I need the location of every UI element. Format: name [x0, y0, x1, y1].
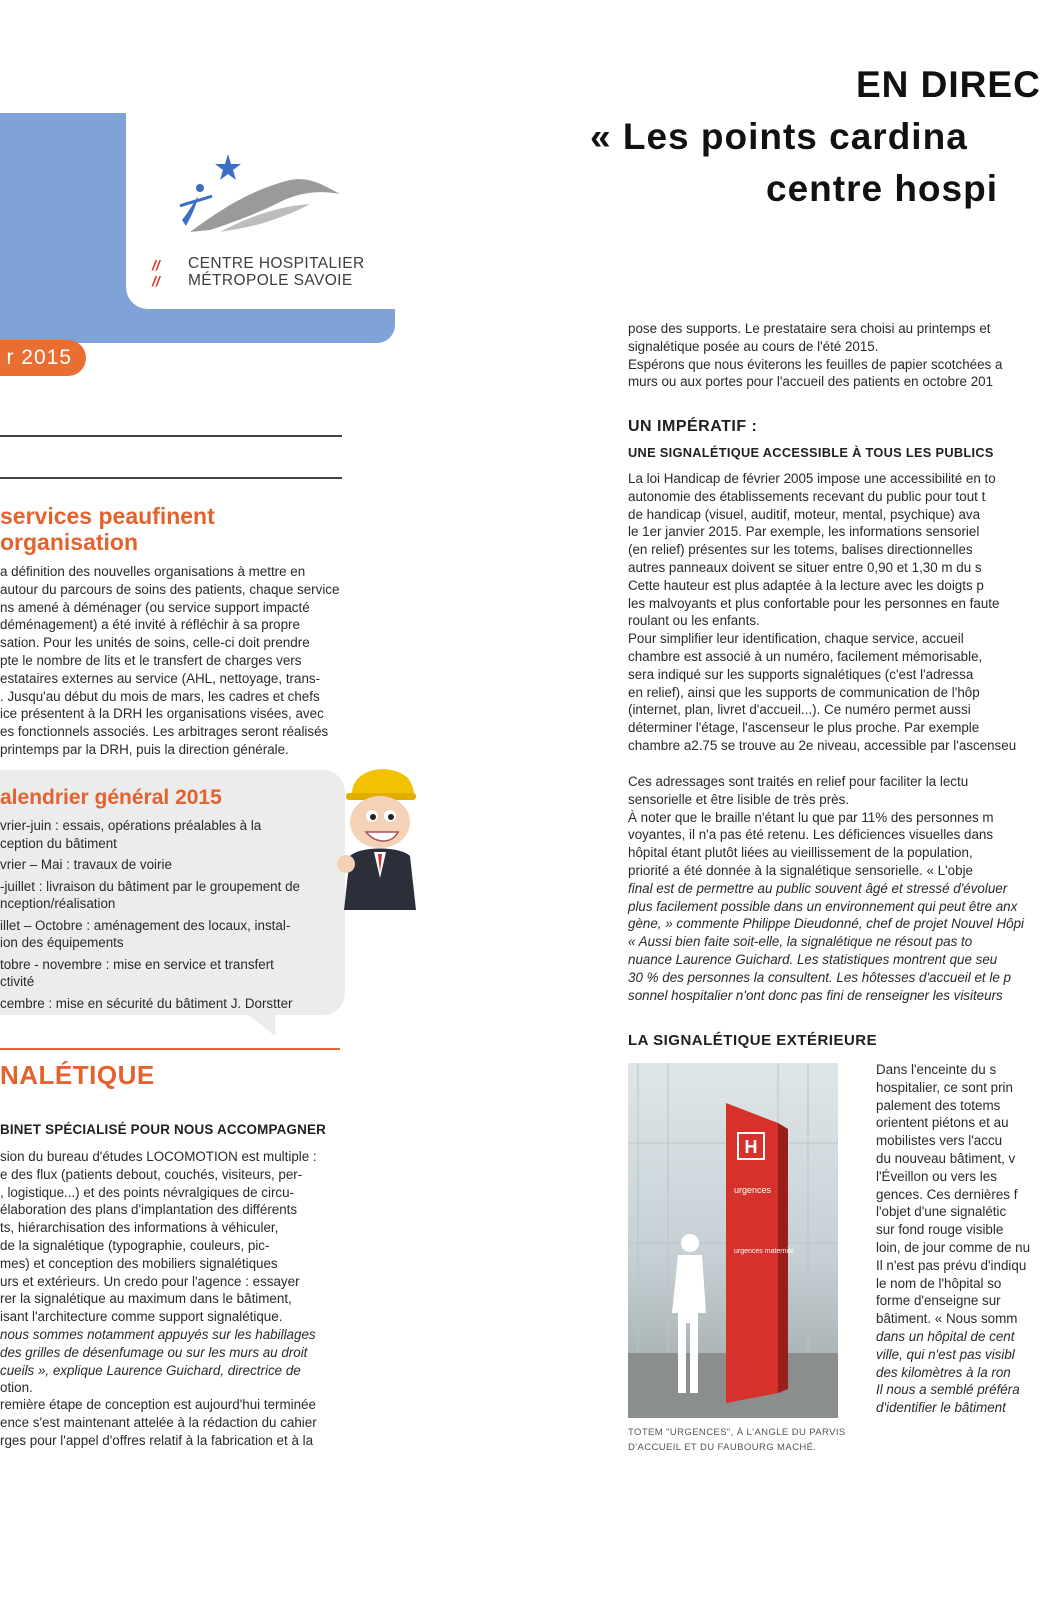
text-line: a définition des nouvelles organisations à mettre en	[0, 564, 306, 579]
text-line: À noter que le braille n'étant lu que par 11% des personnes m	[628, 809, 994, 825]
text-line: chambre est associé à un numéro, facilement mémorisable,	[628, 648, 983, 664]
text-line: roulant ou les enfants.	[628, 613, 760, 629]
text-line: Dans l'enceinte du s	[876, 1062, 997, 1077]
calendar-title: alendrier général 2015	[0, 786, 222, 809]
text-line: vrier – Mai : travaux de voirie	[0, 857, 172, 872]
text-line: ts, hiérarchisation des informations à véhiculer,	[0, 1220, 279, 1236]
logo-line2: MÉTROPOLE SAVOIE	[188, 272, 353, 289]
text-line: le nom de l'hôpital so	[876, 1275, 1002, 1291]
text-line: nous sommes notamment appuyés sur les habillages	[0, 1326, 316, 1342]
intro-paragraph	[628, 320, 1060, 391]
text-line: l'Éveillon ou vers les	[876, 1168, 997, 1184]
text-line: Espérons que nous éviterons les feuilles de papier scotchées a	[628, 356, 1003, 372]
text-line: autour du parcours de soins des patients, chaque service	[0, 581, 340, 597]
text-line: d'identifier le bâtiment	[876, 1400, 1006, 1416]
text-line: pose des supports. Le prestataire sera choisi au printemps et	[628, 321, 991, 336]
divider	[0, 477, 342, 479]
text-line: forme d'enseigne sur	[876, 1293, 1001, 1309]
text-line: illet – Octobre : aménagement des locaux, instal-	[0, 917, 291, 933]
signaletique-subheading: BINET SPÉCIALISÉ POUR NOUS ACCOMPAGNER	[0, 1122, 327, 1137]
text-line: voyantes, il n'a pas été retenu. Les déficiences visuelles dans	[628, 827, 994, 843]
text-line: remière étape de conception est aujourd'hui terminée	[0, 1397, 316, 1412]
text-line: autres panneaux doivent se situer entre 0,90 et 1,30 m du s	[628, 559, 982, 575]
text-line: sensorielle et être lisible de très près.	[628, 791, 850, 807]
text-line: (en relief) présentes sur les totems, balises directionnelles	[628, 542, 973, 558]
text-line: Pour simplifier leur identification, chaque service, accueil	[628, 631, 964, 647]
accessibility-paragraph	[628, 470, 1060, 755]
text-line: « Aussi bien faite soit-elle, la signalétique ne résout pas to	[628, 934, 973, 950]
text-line: des grilles de désenfumage ou sur les murs au droit	[0, 1344, 308, 1360]
photo-caption-line2: D'ACCUEIL ET DU FAUBOURG MACHÉ.	[628, 1442, 817, 1453]
next-step-paragraph	[0, 1396, 340, 1449]
text-line: sur fond rouge visible	[876, 1222, 1004, 1238]
title-line3: centre hospi	[766, 168, 998, 209]
text-line: rges pour l'appel d'offres relatif à la fabrication et à la	[0, 1432, 314, 1448]
text-line: nuance Laurence Guichard. Les statistiques montrent que seu	[628, 951, 998, 967]
text-line: estataires externes au service (AHL, nettoyage, trans-	[0, 670, 321, 686]
text-line: mes) et conception des mobiliers signalétiques	[0, 1255, 278, 1271]
exterior-paragraph	[876, 1061, 1060, 1417]
section1-subheading: UNE SIGNALÉTIQUE ACCESSIBLE À TOUS LES PUBLICS	[628, 445, 994, 460]
text-line: déterminer l'étage, l'ascenseur le plus proche. Par exemple	[628, 720, 980, 736]
text-line: sera indiqué sur les supports signalétiques (c'est l'adressa	[628, 666, 974, 682]
text-line: bâtiment. « Nous somm	[876, 1311, 1018, 1327]
title-line1: EN DIREC	[856, 64, 1041, 105]
text-line: ville, qui n'est pas visibl	[876, 1346, 1015, 1362]
text-line: e des flux (patients debout, couchés, visiteurs, per-	[0, 1166, 303, 1182]
text-line: (internet, plan, livret d'accueil...). Ce numéro permet aussi	[628, 702, 971, 718]
text-line: vrier-juin : essais, opérations préalables à la	[0, 818, 262, 833]
text-line: Il nous a semblé préféra	[876, 1382, 1020, 1398]
text-line: ion des équipements	[0, 935, 124, 950]
text-line: . Jusqu'au début du mois de mars, les cadres et chefs	[0, 688, 320, 704]
totem-letter: H	[744, 1137, 758, 1157]
text-line: ctivité	[0, 974, 35, 989]
totem-illustration-icon	[628, 1063, 838, 1418]
text-line: dans un hôpital de cent	[876, 1328, 1015, 1344]
text-line: ns amené à déménager (ou service support impacté	[0, 599, 310, 615]
text-line: cembre : mise en sécurité du bâtiment J. Dorstter	[0, 995, 293, 1011]
logo-slashes: //	[152, 257, 160, 273]
text-line: final est de permettre au public souvent âgé et stressé d'évoluer	[628, 880, 1008, 896]
text-line: de la signalétique (typographie, couleurs, pic-	[0, 1237, 270, 1253]
text-line: Il n'est pas prévu d'indiqu	[876, 1257, 1027, 1273]
totem-photo	[628, 1063, 838, 1418]
text-line: rer la signalétique au maximum dans le bâtiment,	[0, 1291, 292, 1307]
text-line: cueils », explique Laurence Guichard, directrice de	[0, 1362, 301, 1378]
text-line: hospitalier, ce sont prin	[876, 1079, 1013, 1095]
text-line: orientent piétons et au	[876, 1115, 1009, 1131]
text-line: l'objet d'une signalétic	[876, 1204, 1007, 1220]
totem-label-2: urgences maternité	[734, 1248, 794, 1255]
text-line: printemps par la DRH, puis la direction générale.	[0, 741, 289, 757]
logo-slashes: //	[152, 273, 160, 289]
text-line: plus facilement possible dans un environnement qui peut être anx	[628, 898, 1018, 914]
issue-date-badge: r 2015	[0, 340, 86, 376]
text-line: déménagement) a été invité à réfléchir à sa propre	[0, 617, 300, 633]
text-line: sonnel hospitalier n'ont donc pas fini de renseigner les visiteurs	[628, 987, 1003, 1003]
text-line: chambre a2.75 se trouve au 2e niveau, accessible par l'ascenseu	[628, 737, 1017, 753]
section2-heading: LA SIGNALÉTIQUE EXTÉRIEURE	[628, 1032, 878, 1049]
bubble-tail	[245, 1012, 275, 1036]
locomotion-paragraph	[0, 1148, 340, 1397]
text-line: nception/réalisation	[0, 896, 116, 911]
text-line: palement des totems	[876, 1097, 1001, 1113]
organisation-paragraph	[0, 563, 340, 759]
text-line: pte le nombre de lits et le transfert de charges vers	[0, 652, 302, 668]
text-line: Cette hauteur est plus adaptée à la lecture avec les doigts p	[628, 577, 984, 593]
worker-mascot-icon	[330, 760, 420, 910]
braille-paragraph	[628, 773, 1060, 1004]
text-line: ence s'est maintenant attelée à la rédaction du cahier	[0, 1414, 317, 1430]
text-line: les malvoyants et plus confortable pour les personnes en faute	[628, 595, 1000, 611]
calendar-list	[0, 817, 324, 1012]
text-line: 30 % des personnes la consultent. Les hôtesses d'accueil et le p	[628, 969, 1011, 985]
totem-label: urgences	[734, 1185, 772, 1195]
divider	[0, 435, 342, 437]
text-line: sion du bureau d'études LOCOMOTION est multiple :	[0, 1149, 317, 1164]
text-line: loin, de jour comme de nu	[876, 1239, 1031, 1255]
signaletique-heading: NALÉTIQUE	[0, 1060, 155, 1090]
hospital-logo-icon	[160, 150, 350, 250]
section1-heading: UN IMPÉRATIF :	[628, 418, 758, 435]
text-line: autonomie des établissements recevant du public pour tout t	[628, 488, 986, 504]
text-line: hôpital étant plutôt liées au vieillissement de la population,	[628, 845, 973, 861]
text-line: La loi Handicap de février 2005 impose une accessibilité en to	[628, 471, 996, 486]
text-line: de handicap (visuel, auditif, moteur, mental, psychique) ava	[628, 506, 981, 522]
section-heading-line2: organisation	[0, 529, 139, 555]
text-line: otion.	[0, 1380, 33, 1396]
text-line: mobilistes vers l'accu	[876, 1133, 1003, 1149]
logo-line1: CENTRE HOSPITALIER	[188, 255, 365, 272]
title-line2: « Les points cardina	[590, 116, 968, 157]
text-line: urs et extérieurs. Un credo pour l'agence : essayer	[0, 1273, 300, 1289]
text-line: priorité a été donnée à la signalétique sensorielle. « L'obje	[628, 862, 973, 878]
text-line: ice présentent à la DRH les organisations visées, avec	[0, 706, 324, 722]
photo-caption-line1: TOTEM "URGENCES", À L'ANGLE DU PARVIS	[628, 1427, 846, 1438]
text-line: Ces adressages sont traités en relief pour faciliter la lectu	[628, 774, 969, 789]
text-line: signalétique posée au cours de l'été 2015.	[628, 338, 879, 354]
text-line: tobre - novembre : mise en service et transfert	[0, 956, 274, 972]
text-line: murs ou aux portes pour l'accueil des patients en octobre 201	[628, 374, 994, 390]
section-heading-line1: services peaufinent	[0, 503, 215, 529]
text-line: gences. Ces dernières f	[876, 1186, 1018, 1202]
text-line: es fonctionnels associés. Les arbitrages seront réalisés	[0, 724, 329, 740]
orange-divider	[0, 1048, 340, 1050]
text-line: sation. Pour les unités de soins, celle-ci doit prendre	[0, 635, 310, 651]
text-line: élaboration des plans d'implantation des différents	[0, 1202, 298, 1218]
text-line: isant l'architecture comme support signalétique.	[0, 1309, 283, 1325]
text-line: -juillet : livraison du bâtiment par le groupement de	[0, 878, 300, 894]
text-line: des kilomètres à la ron	[876, 1364, 1011, 1380]
text-line: le 1er janvier 2015. Par exemple, les informations sensoriel	[628, 524, 980, 540]
text-line: en relief), ainsi que les supports de communication de l'hôp	[628, 684, 980, 700]
text-line: ception du bâtiment	[0, 835, 117, 851]
text-line: , logistique...) et des points névralgiques de circu-	[0, 1184, 295, 1200]
text-line: gène, » commente Philippe Dieudonné, chef de projet Nouvel Hôpi	[628, 916, 1025, 932]
text-line: du nouveau bâtiment, v	[876, 1150, 1016, 1166]
